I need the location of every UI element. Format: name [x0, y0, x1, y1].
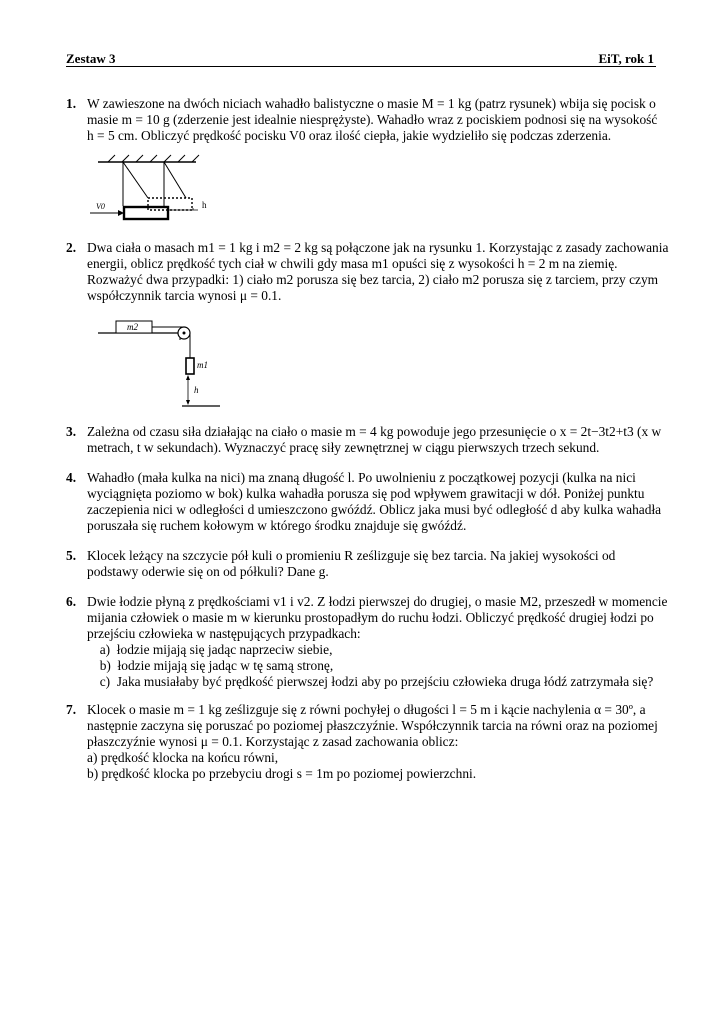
height-label: h [194, 385, 199, 395]
problem-4 [66, 470, 662, 534]
pulley-system-figure [98, 316, 228, 416]
problem-number: 6. [66, 594, 77, 609]
problem-line: h = 5 cm. Obliczyć prędkość pocisku V0 oraz ilość ciepła, jakie wydzieliło się podczas zderzenia. [87, 128, 612, 143]
problem-number: 1. [66, 96, 77, 111]
problem-line: mijania człowiek o masie m w kierunku prostopadłym do ruchu łodzi. Obliczyć prędkość drugiej łodzi po [87, 610, 654, 625]
problem-line: metrach, t w sekundach). Wyznaczyć pracę siły zewnętrznej w ciągu pierwszych trzech sekund. [87, 440, 600, 455]
problem-line: przejściu człowieka w następujących przypadkach: [87, 626, 361, 641]
problem-line: wyciągnięta poziomo w bok) kulka wahadła porusza się pod wpływem grawitacji w dół. Poniżej punktu [87, 486, 645, 501]
problem-number: 4. [66, 470, 77, 485]
problem-line: W zawieszone na dwóch niciach wahadło balistyczne o masie M = 1 kg (patrz rysunek) wbija się pocisk o [87, 96, 656, 111]
problem-1 [66, 96, 658, 144]
bullet-velocity-label: V0 [96, 202, 105, 211]
page-header [66, 52, 656, 67]
problem-line: poruszała się ruchem kołowym w którego środku znajduje się gwóźdź. [87, 518, 467, 533]
mass-m1-label: m1 [197, 360, 208, 370]
problem-6 [66, 594, 668, 690]
problem-line: Rozważyć dwa przypadki: 1) ciało m2 porusza się bez tarcia, 2) ciało m2 porusza się z tarciem, przy czym [87, 272, 659, 287]
problem-line: Dwa ciała o masach m1 = 1 kg i m2 = 2 kg są połączone jak na rysunku 1. Korzystając z zasady zachowania [87, 240, 669, 255]
problem-subitem: a) łodzie mijają się jadąc naprzeciw siebie, [93, 642, 333, 657]
problem-line: współczynnik tarcia wynosi μ = 0.1. [87, 288, 282, 303]
problem-line: Zależna od czasu siła działając na ciało o masie m = 4 kg powoduje jego przesunięcie o x = 2t−3t2+t3 (x w [87, 424, 662, 439]
problem-subitem: c) Jaka musiałaby być prędkość pierwszej łodzi aby po przejściu człowieka druga łódź zatrzymała się? [93, 674, 654, 689]
height-label: h [202, 200, 207, 210]
problem-number: 5. [66, 548, 77, 563]
problem-subitem: a) prędkość klocka na końcu równi, [87, 750, 279, 765]
problem-3 [66, 424, 662, 456]
problem-7 [66, 702, 658, 782]
problem-line: Wahadło (mała kulka na nici) ma znaną długość l. Po uwolnieniu z początkowej pozycji (kulka na nici [87, 470, 636, 485]
problem-subitem: b) prędkość klocka po przebyciu drogi s = 1m po poziomej powierzchni. [87, 766, 477, 781]
problem-5 [66, 548, 658, 580]
problem-line: podstawy oderwie się on od półkuli? Dane g. [87, 564, 329, 579]
problem-line: Klocek o masie m = 1 kg ześlizguje się z równi pochyłej o długości l = 5 m i kącie nachylenia α = 30º, a [87, 702, 646, 717]
problem-line: energii, oblicz prędkość tych ciał w chwili gdy masa m1 opuści się z wysokości h = 2 m na ziemię. [87, 256, 618, 271]
problem-line: następnie zaczyna się poruszać po poziomej płaszczyźnie. Współczynnik tarcia na równi oraz na poziomej [87, 718, 658, 733]
problem-line: płaszczyźnie wynosi μ = 0.1. Korzystając z zasad zachowania oblicz: [87, 734, 459, 749]
problem-line: Klocek leżący na szczycie pół kuli o promieniu R ześlizguje się bez tarcia. Na jakiej wysokości od [87, 548, 616, 563]
problem-2 [66, 240, 669, 304]
problem-number: 7. [66, 702, 77, 717]
problem-line: zaczepienia nici w odległości d umieszczono gwóźdź. Oblicz jaka musi być odległość d aby kulka wahadła [87, 502, 662, 517]
ballistic-pendulum-figure [88, 152, 228, 232]
problem-number: 3. [66, 424, 77, 439]
set-title: Zestaw 3 [66, 51, 116, 66]
mass-m2-label: m2 [127, 322, 138, 332]
problem-line: masie m = 10 g (zderzenie jest idealnie niesprężyste). Wahadło wraz z pociskiem podnosi się na wysokość [87, 112, 658, 127]
problem-line: Dwie łodzie płyną z prędkościami v1 i v2. Z łodzi pierwszej do drugiej, o masie M2, przeszedł w momencie [87, 594, 668, 609]
course-label: EiT, rok 1 [598, 51, 654, 66]
problem-number: 2. [66, 240, 77, 255]
problem-subitem: b) łodzie mijają się jadąc w tę samą stronę, [93, 658, 334, 673]
